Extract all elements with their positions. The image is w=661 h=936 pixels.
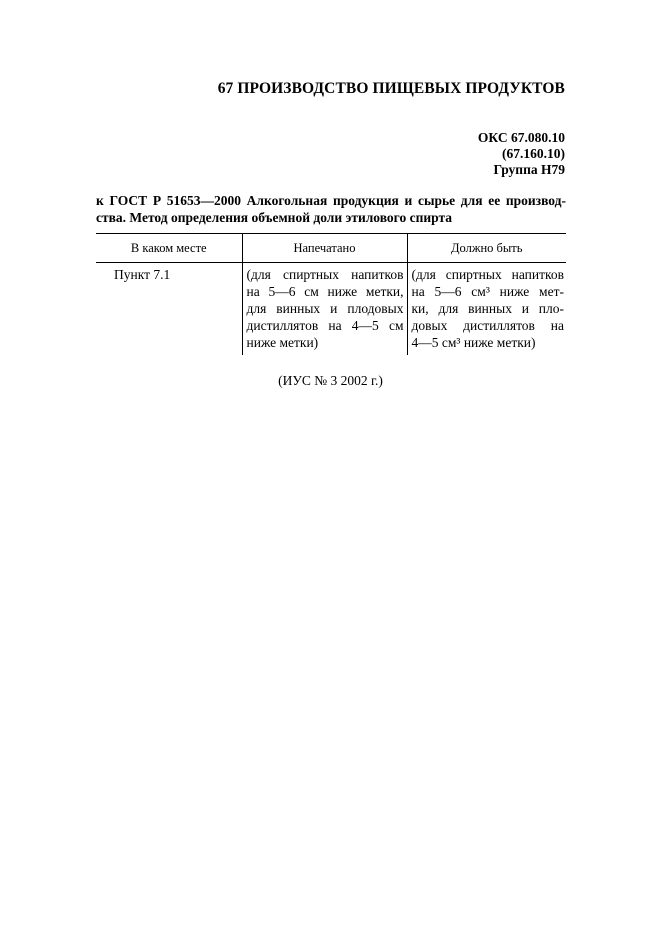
column-header-printed: Напечатано <box>242 234 407 263</box>
source-note-text: (ИУС № 3 2002 г.) <box>278 373 383 388</box>
printed-line: для винных и плодовых <box>246 301 404 316</box>
column-header-location: В каком месте <box>96 234 242 263</box>
source-note <box>0 373 661 389</box>
errata-table <box>96 233 566 355</box>
should-be-line: на 5—6 см³ ниже мет- <box>411 284 564 299</box>
amendment-title-line: ства. Метод определения объемной доли этилового спирта <box>96 210 453 225</box>
printed-line: (для спиртных напитков <box>246 267 404 282</box>
should-be-line: ки, для винных и пло- <box>411 301 564 316</box>
location-cell: Пункт 7.1 <box>114 267 171 282</box>
table-row <box>96 263 566 356</box>
should-be-line: (для спиртных напитков <box>411 267 564 282</box>
amendment-title <box>96 192 566 226</box>
printed-line: дистиллятов на 4—5 см <box>246 318 404 333</box>
group-code: Группа Н79 <box>493 162 565 177</box>
printed-line: на 5—6 см ниже метки, <box>246 284 404 299</box>
oks-code: ОКС 67.080.10 <box>477 130 565 145</box>
printed-line: ниже метки) <box>246 335 319 350</box>
should-be-line: 4—5 см³ ниже метки) <box>411 335 536 350</box>
section-heading: 67 ПРОИЗВОДСТВО ПИЩЕВЫХ ПРОДУКТОВ <box>217 80 565 97</box>
printed-cell <box>242 263 407 356</box>
classification-block <box>478 130 565 178</box>
should-be-cell <box>407 263 566 356</box>
oks-secondary-code: (67.160.10) <box>502 146 565 161</box>
table-header-row <box>96 234 566 263</box>
should-be-line: довых дистиллятов на <box>411 318 564 333</box>
amendment-title-line: к ГОСТ Р 51653—2000 Алкогольная продукция и сырье для ее производ- <box>96 193 566 208</box>
column-header-should-be: Должно быть <box>407 234 566 263</box>
